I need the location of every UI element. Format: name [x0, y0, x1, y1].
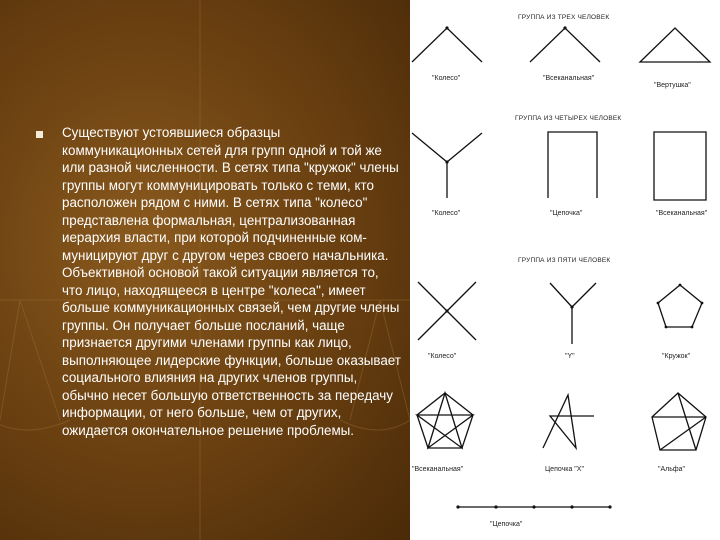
group5-y-diagram [550, 283, 596, 344]
bullet-marker [36, 131, 43, 138]
group4-heading: ГРУППА ИЗ ЧЕТЫРЕХ ЧЕЛОВЕК [515, 115, 622, 122]
group5-label-chain: "Цепочка" [490, 521, 523, 528]
group5-label-circle: "Кружок" [662, 353, 691, 360]
group5-label-y: "Y" [565, 353, 575, 360]
group4-chain-diagram [548, 132, 597, 198]
group5-label-wheel: "Колесо" [428, 353, 457, 360]
group5-wheel-diagram [418, 282, 476, 340]
group5-circle-diagram [657, 284, 704, 329]
group5-label-allchannel: "Всеканальная" [412, 466, 464, 473]
group3-pinwheel-diagram [640, 28, 710, 62]
group5-label-chain-x: Цепочка "X" [545, 466, 584, 473]
group4-allchannel-diagram [654, 132, 706, 200]
slide-paragraph: Существуют устоявшиеся образцы коммуникационных сетей для групп одной и той же или разной численности. В сетях типа "кружок" члены группы могут коммуницировать только с теми, кто расположен рядом с ними. В сетях типа "колесо" представлена формальная, централизованная иерархия власти, при которой подчиненные ком- муницируют друг с другом через своего начальника. Объективной основой такой ситуации является то, что лицо, находящееся в центре "колеса", имеет больше коммуникационных связей, чем другие члены группы. Он получает больше посланий, чаще признается другими членами группы как лицо, выполняющее лидерские функции, больше оказывает социального влияния на других членов группы, обычно несет большую ответственность за передачу информации, от него больше, чем от других, ожидается окончательное решение проблемы. [62, 125, 401, 438]
group5-chain-diagram [456, 505, 611, 508]
group5-chain-x-diagram [543, 395, 594, 448]
group3-wheel-diagram [412, 26, 482, 62]
group3-label-allchannel: "Всеканальная" [543, 75, 595, 82]
network-diagrams-figure [410, 0, 720, 540]
group5-heading: ГРУППА ИЗ ПЯТИ ЧЕЛОВЕК [518, 257, 611, 264]
group3-allchannel-diagram [530, 26, 600, 62]
group3-label-pinwheel: "Вертушка" [654, 82, 691, 89]
group4-label-allchannel: "Всеканальная" [656, 210, 708, 217]
group4-label-wheel: "Колесо" [432, 210, 461, 217]
group4-label-chain: "Цепочка" [550, 210, 583, 217]
diagrams-canvas [410, 0, 720, 540]
group5-allchannel-diagram [417, 393, 473, 448]
group5-label-alpha: "Альфа" [658, 466, 686, 473]
group3-heading: ГРУППА ИЗ ТРЕХ ЧЕЛОВЕК [518, 14, 610, 21]
group4-wheel-diagram [412, 133, 482, 198]
group3-label-wheel: "Колесо" [432, 75, 461, 82]
group5-alpha-diagram [652, 393, 706, 450]
